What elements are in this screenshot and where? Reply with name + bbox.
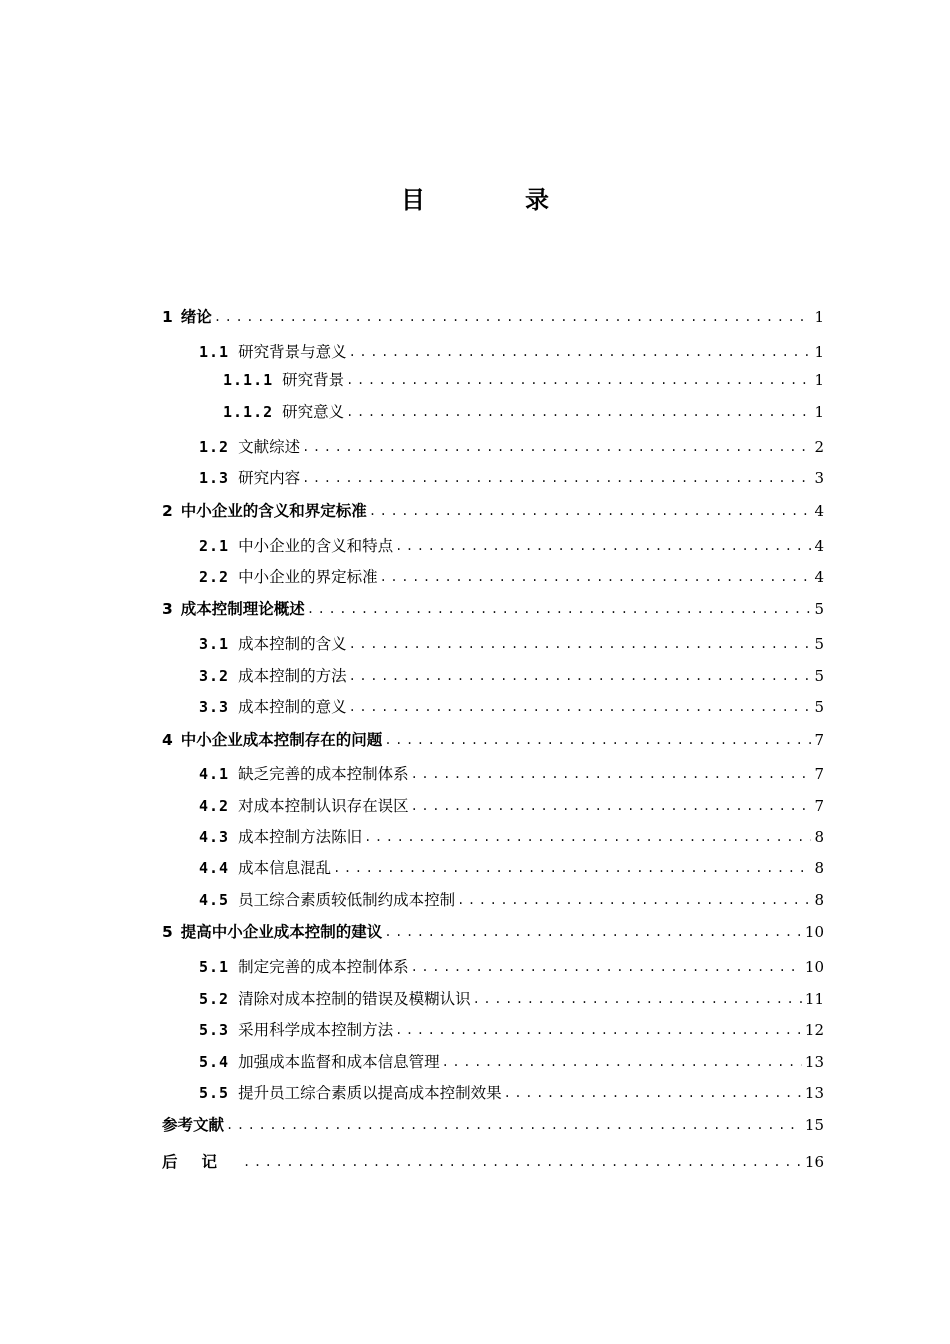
toc-page: 16 xyxy=(804,1153,824,1171)
toc-text: 研究背景 xyxy=(282,371,345,389)
toc-page: 13 xyxy=(804,1053,824,1071)
toc-page: 7 xyxy=(814,765,824,783)
toc-leader xyxy=(369,500,812,522)
toc-entry[interactable] xyxy=(162,500,824,523)
toc-number: 3 xyxy=(162,600,173,618)
toc-text: 研究意义 xyxy=(282,403,345,421)
toc-entry[interactable] xyxy=(162,1114,824,1137)
toc-page: 5 xyxy=(814,698,824,716)
toc-number: 2.1 xyxy=(199,537,230,555)
toc-number: 4.4 xyxy=(199,859,230,877)
toc-entry[interactable] xyxy=(199,988,824,1011)
toc-text: 研究内容 xyxy=(238,469,301,487)
toc-text: 成本控制的意义 xyxy=(238,698,347,716)
toc-text: 提高中小企业成本控制的建议 xyxy=(180,923,383,941)
toc-entry[interactable] xyxy=(162,729,824,752)
toc-leader xyxy=(411,795,812,817)
toc-text: 参考文献 xyxy=(162,1116,225,1134)
toc-entry[interactable] xyxy=(199,1082,824,1105)
toc-page: 1 xyxy=(814,343,824,361)
toc-entry[interactable] xyxy=(199,535,824,558)
toc-leader xyxy=(411,956,802,978)
toc-number: 4.3 xyxy=(199,828,230,846)
toc-page: 3 xyxy=(814,469,824,487)
toc-text: 中小企业的含义和界定标准 xyxy=(180,502,367,520)
toc-entry[interactable] xyxy=(199,566,824,589)
toc-page: 1 xyxy=(814,403,824,421)
page-title: 目 录 xyxy=(401,186,587,214)
toc-number: 3.1 xyxy=(199,635,230,653)
toc-page: 4 xyxy=(814,502,824,520)
toc-page: 5 xyxy=(814,600,824,618)
toc-entry[interactable] xyxy=(199,795,824,818)
toc-entry[interactable] xyxy=(199,633,824,656)
toc-leader xyxy=(214,306,812,328)
toc-leader xyxy=(302,467,811,489)
toc-number: 1.3 xyxy=(199,469,230,487)
toc-text: 采用科学成本控制方法 xyxy=(238,1021,394,1039)
toc-number: 4 xyxy=(162,731,173,749)
toc-page: 11 xyxy=(804,990,824,1008)
toc-number: 1 xyxy=(162,308,173,326)
toc-text: 加强成本监督和成本信息管理 xyxy=(238,1053,440,1071)
toc-text: 成本信息混乱 xyxy=(238,859,332,877)
toc-text: 中小企业的界定标准 xyxy=(238,568,378,586)
toc-entry[interactable] xyxy=(162,306,824,329)
toc-leader xyxy=(346,401,811,423)
toc-leader xyxy=(473,988,802,1010)
toc-text: 成本控制方法陈旧 xyxy=(238,828,363,846)
toc-page: 13 xyxy=(804,1084,824,1102)
toc-number: 5 xyxy=(162,923,173,941)
toc-page: 4 xyxy=(814,568,824,586)
toc-text: 缺乏完善的成本控制体系 xyxy=(238,765,409,783)
toc-leader xyxy=(302,436,811,458)
toc-number: 3.2 xyxy=(199,667,230,685)
toc-text: 员工综合素质较低制约成本控制 xyxy=(238,891,456,909)
toc-page: 7 xyxy=(814,797,824,815)
toc-page: 7 xyxy=(814,731,824,749)
toc-entry[interactable] xyxy=(199,665,824,688)
toc-leader xyxy=(243,1151,802,1173)
toc-page: 10 xyxy=(804,958,824,976)
toc-entry[interactable] xyxy=(162,1151,824,1174)
toc-entry[interactable] xyxy=(199,436,824,459)
toc-entry[interactable] xyxy=(199,467,824,490)
toc-leader xyxy=(395,535,811,557)
toc-number: 4.2 xyxy=(199,797,230,815)
toc-page: 10 xyxy=(804,923,824,941)
toc-text: 研究背景与意义 xyxy=(238,343,347,361)
toc-entry[interactable] xyxy=(199,826,824,849)
toc-entry[interactable] xyxy=(199,889,824,912)
toc-text: 成本控制的含义 xyxy=(238,635,347,653)
toc-text: 制定完善的成本控制体系 xyxy=(238,958,409,976)
toc-number: 3.3 xyxy=(199,698,230,716)
toc-page: 15 xyxy=(804,1116,824,1134)
toc-leader xyxy=(307,598,812,620)
toc-entry[interactable] xyxy=(223,369,824,392)
toc-text: 成本控制理论概述 xyxy=(180,600,305,618)
toc-number: 1.1 xyxy=(199,343,230,361)
toc-number: 4.5 xyxy=(199,891,230,909)
toc-leader xyxy=(395,1019,802,1041)
toc-leader xyxy=(226,1114,802,1136)
toc-entry[interactable] xyxy=(199,341,824,364)
toc-leader xyxy=(346,369,811,391)
toc-number: 5.1 xyxy=(199,958,230,976)
toc-entry[interactable] xyxy=(199,857,824,880)
toc-text: 后记 xyxy=(162,1153,242,1171)
toc-entry[interactable] xyxy=(162,598,824,621)
toc-page: 5 xyxy=(814,667,824,685)
toc-leader xyxy=(384,729,811,751)
toc-number: 2.2 xyxy=(199,568,230,586)
toc-leader xyxy=(442,1051,802,1073)
toc-number: 5.4 xyxy=(199,1053,230,1071)
toc-page: 5 xyxy=(814,635,824,653)
toc-number: 5.3 xyxy=(199,1021,230,1039)
toc-number: 2 xyxy=(162,502,173,520)
toc-page: 4 xyxy=(814,537,824,555)
toc-page: 8 xyxy=(814,859,824,877)
toc-number: 1.2 xyxy=(199,438,230,456)
toc-leader xyxy=(349,665,812,687)
toc-leader xyxy=(504,1082,802,1104)
toc-leader xyxy=(380,566,812,588)
toc-page: 2 xyxy=(814,438,824,456)
toc-entry[interactable] xyxy=(199,1019,824,1042)
toc-leader xyxy=(349,633,812,655)
toc-text: 绪论 xyxy=(180,308,212,326)
toc-entry[interactable] xyxy=(199,1051,824,1074)
toc-number: 1.1.2 xyxy=(223,403,274,421)
toc-page: 8 xyxy=(814,828,824,846)
toc-number: 5.5 xyxy=(199,1084,230,1102)
toc-entry[interactable] xyxy=(223,401,824,424)
toc-leader xyxy=(411,763,812,785)
toc-page: 8 xyxy=(814,891,824,909)
toc-leader xyxy=(349,696,812,718)
toc-leader xyxy=(384,921,802,943)
toc-text: 提升员工综合素质以提高成本控制效果 xyxy=(238,1084,502,1102)
toc-number: 1.1.1 xyxy=(223,371,274,389)
toc-text: 文献综述 xyxy=(238,438,301,456)
toc-leader xyxy=(333,857,811,879)
toc-entry[interactable] xyxy=(199,763,824,786)
toc-leader xyxy=(349,341,812,363)
toc-page: 1 xyxy=(814,371,824,389)
toc-entry[interactable] xyxy=(162,921,824,944)
toc-number: 5.2 xyxy=(199,990,230,1008)
toc-page: 12 xyxy=(804,1021,824,1039)
toc-text: 清除对成本控制的错误及模糊认识 xyxy=(238,990,471,1008)
toc-leader xyxy=(457,889,811,911)
toc-text: 中小企业的含义和特点 xyxy=(238,537,394,555)
toc-text: 中小企业成本控制存在的问题 xyxy=(180,731,383,749)
toc-number: 4.1 xyxy=(199,765,230,783)
toc-text: 成本控制的方法 xyxy=(238,667,347,685)
toc-page: 1 xyxy=(814,308,824,326)
toc-entry[interactable] xyxy=(199,696,824,719)
toc-text: 对成本控制认识存在误区 xyxy=(238,797,409,815)
toc-entry[interactable] xyxy=(199,956,824,979)
toc-leader xyxy=(364,826,811,848)
